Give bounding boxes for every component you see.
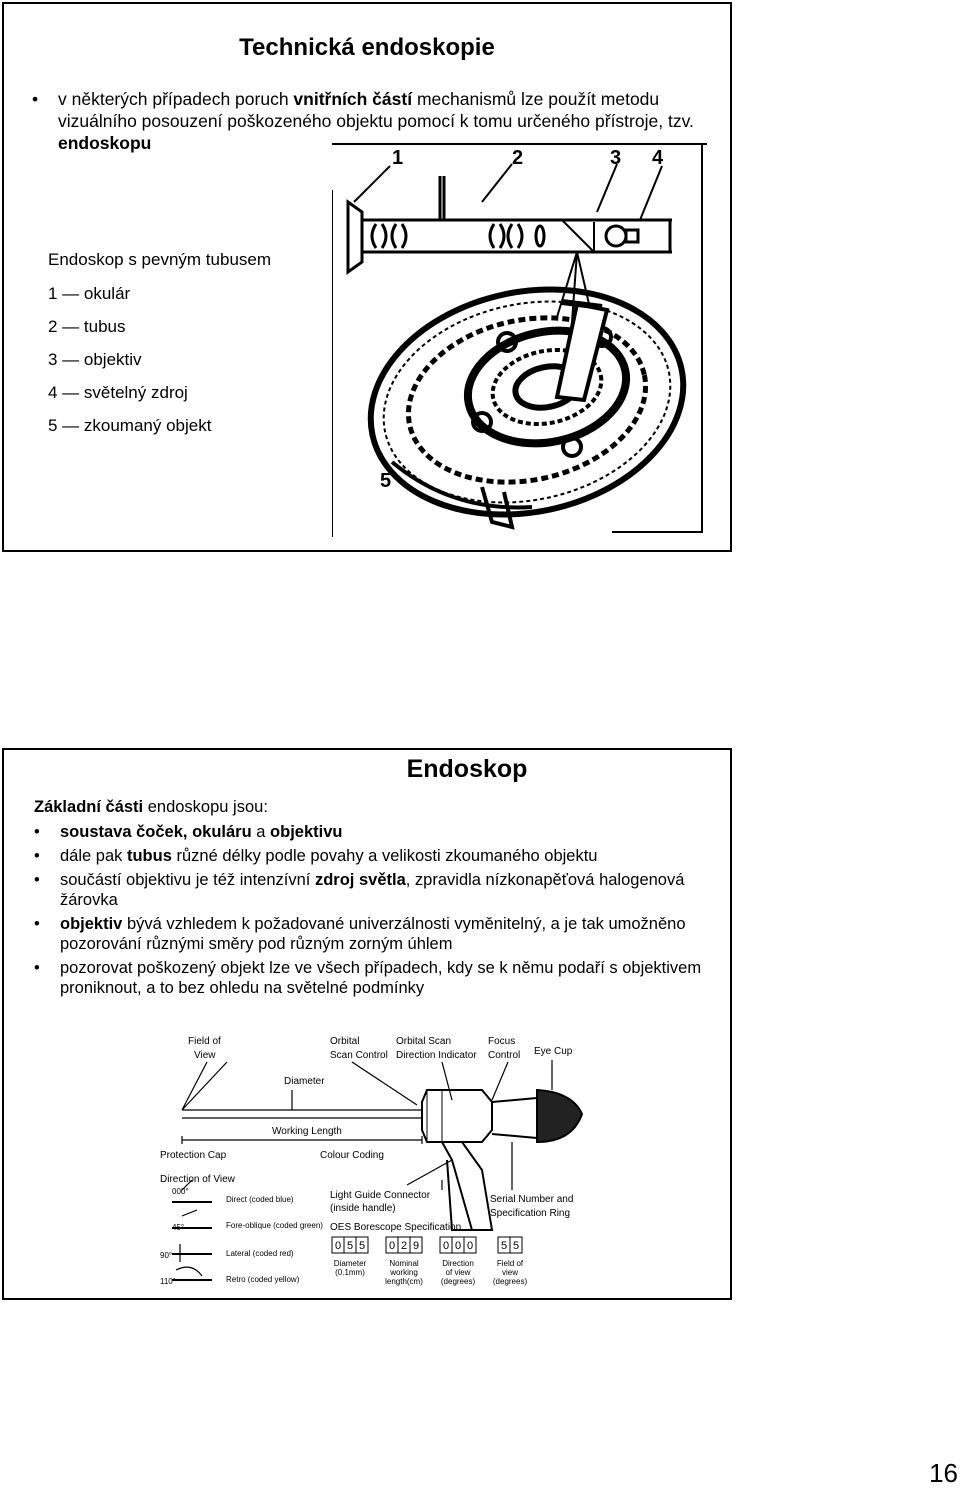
text-bold: soustava čoček, okuláru (60, 823, 252, 841)
figure-label: 4 (652, 147, 664, 169)
spec-digit: 9 (412, 1240, 420, 1252)
figure-label: 5 (380, 470, 392, 492)
text-bold: endoskopu (58, 133, 152, 153)
label-serial: Specification Ring (490, 1208, 571, 1219)
endoscope-gear-diagram (332, 142, 708, 538)
label-focus-control: Focus (488, 1036, 516, 1047)
label-colour-coding: Colour Coding (320, 1150, 384, 1161)
spec-digit: 0 (454, 1240, 462, 1252)
slide-endoskop (2, 748, 732, 1300)
text: endoskopu jsou: (143, 798, 268, 816)
label-working-length: Working Length (272, 1126, 342, 1137)
spec-label: Nominal (389, 1259, 419, 1268)
label-field-of-view: Field of (188, 1036, 221, 1047)
label-orbital-scan-indicator: Orbital Scan (396, 1036, 452, 1047)
direction-label: Direct (coded blue) (226, 1195, 294, 1204)
figure-label: 3 (610, 147, 622, 169)
label-eye-cup: Eye Cup (534, 1046, 573, 1057)
lead-text (34, 798, 268, 817)
text: součástí objektivu je též intenzívní (60, 871, 315, 889)
legend-item: 4 — světelný zdroj (48, 383, 188, 402)
gear-illustration (350, 262, 705, 538)
list-item (34, 822, 724, 842)
spec-digit: 2 (400, 1240, 408, 1252)
spec-label: (degrees) (492, 1277, 528, 1286)
text: dále pak (60, 847, 127, 865)
text: bývá vzhledem k požadované univerzálnosti vyměnitelný, a je tak umožněno pozorování různými směry pod různým zorným úhlem (60, 915, 686, 953)
label-protection-cap: Protection Cap (160, 1150, 227, 1161)
angle-label: 45° (172, 1223, 185, 1232)
text: a (251, 823, 271, 841)
text: , zpravidla nízkonapěťová halogenová žárovka (60, 871, 685, 909)
angle-label: 000° (172, 1187, 189, 1196)
text-bold: zdroj světla (314, 871, 406, 889)
text-bold: Základní části (34, 798, 144, 816)
angle-label: 90° (160, 1251, 173, 1260)
spec-title: OES Borescope Specification (330, 1222, 462, 1233)
angle-label: 110° (160, 1277, 176, 1286)
spec-digit: 5 (346, 1240, 354, 1252)
spec-label: working (390, 1268, 418, 1277)
slide-title: Technická endoskopie (239, 34, 495, 61)
direction-label: Retro (coded yellow) (226, 1275, 300, 1284)
page-number: 16 (929, 1458, 958, 1488)
legend-item: 3 — objektiv (48, 350, 142, 369)
label-light-guide: (inside handle) (330, 1203, 396, 1214)
text-bold: objektiv (60, 915, 123, 933)
spec-label: (0.1mm) (335, 1268, 365, 1277)
bullet-icon: • (34, 823, 40, 841)
text-bold: tubus (126, 847, 172, 865)
borescope-diagram (152, 1030, 592, 1296)
parts-list (34, 822, 724, 1002)
text: mechanismů lze použít metodu vizuálního posouzení poškozeného objektu pomocí k tomu určeného přístroje, tzv. (58, 89, 694, 131)
text-bold: objektivu (270, 823, 343, 841)
spec-label: length(cm) (385, 1277, 423, 1286)
label-orbital-scan-control: Orbital (330, 1036, 360, 1047)
spec-digit: 5 (512, 1240, 520, 1252)
legend-item: 5 — zkoumaný objekt (48, 416, 212, 435)
spec-label: Field of (496, 1259, 524, 1268)
spec-digit: 5 (358, 1240, 366, 1252)
spec-digit: 0 (334, 1240, 342, 1252)
label-field-of-view: View (194, 1050, 216, 1061)
label-orbital-scan-indicator: Direction Indicator (396, 1050, 477, 1061)
bullet-icon: • (34, 915, 40, 933)
spec-digit: 0 (442, 1240, 450, 1252)
figure-label: 1 (392, 147, 404, 169)
text-bold: vnitřních částí (293, 89, 413, 109)
label-direction-of-view: Direction of View (160, 1174, 235, 1185)
bullet-icon: • (32, 89, 39, 109)
label-diameter: Diameter (284, 1076, 325, 1087)
label-serial: Serial Number and (490, 1194, 574, 1205)
spec-label: of view (445, 1268, 471, 1277)
slide-technicka-endoskopie (2, 2, 732, 552)
direction-label: Lateral (coded red) (226, 1249, 294, 1258)
direction-label: Fore-oblique (coded green) (226, 1221, 323, 1230)
spec-label: Diameter (333, 1259, 367, 1268)
text: různé délky podle povahy a velikosti zkoumaného objektu (171, 847, 598, 865)
spec-label: Direction (442, 1259, 474, 1268)
spec-label: view (501, 1268, 519, 1277)
label-orbital-scan-control: Scan Control (330, 1050, 388, 1061)
bullet-icon: • (34, 871, 40, 889)
spec-digit: 5 (500, 1240, 508, 1252)
slide-title: Endoskop (406, 755, 528, 783)
text: pozorovat poškozený objekt lze ve všech případech, kdy se k němu podaří s objektivem proniknout, a to bez ohledu na světelné podmínky (60, 959, 702, 997)
text: v některých případech poruch (58, 89, 294, 109)
spec-label: (degrees) (440, 1277, 476, 1286)
spec-digit: 0 (466, 1240, 474, 1252)
legend-heading: Endoskop s pevným tubusem (48, 250, 272, 269)
label-light-guide: Light Guide Connector (330, 1190, 431, 1201)
list-item (34, 846, 724, 866)
bullet-icon: • (34, 959, 40, 977)
list-item (34, 914, 724, 954)
list-item (34, 870, 724, 910)
figure-label: 2 (512, 147, 524, 169)
legend-item: 2 — tubus (48, 317, 126, 336)
spec-digit: 0 (388, 1240, 396, 1252)
bullet-icon: • (34, 847, 40, 865)
label-focus-control: Control (488, 1050, 521, 1061)
list-item (34, 958, 724, 998)
legend-item: 1 — okulár (48, 284, 131, 303)
